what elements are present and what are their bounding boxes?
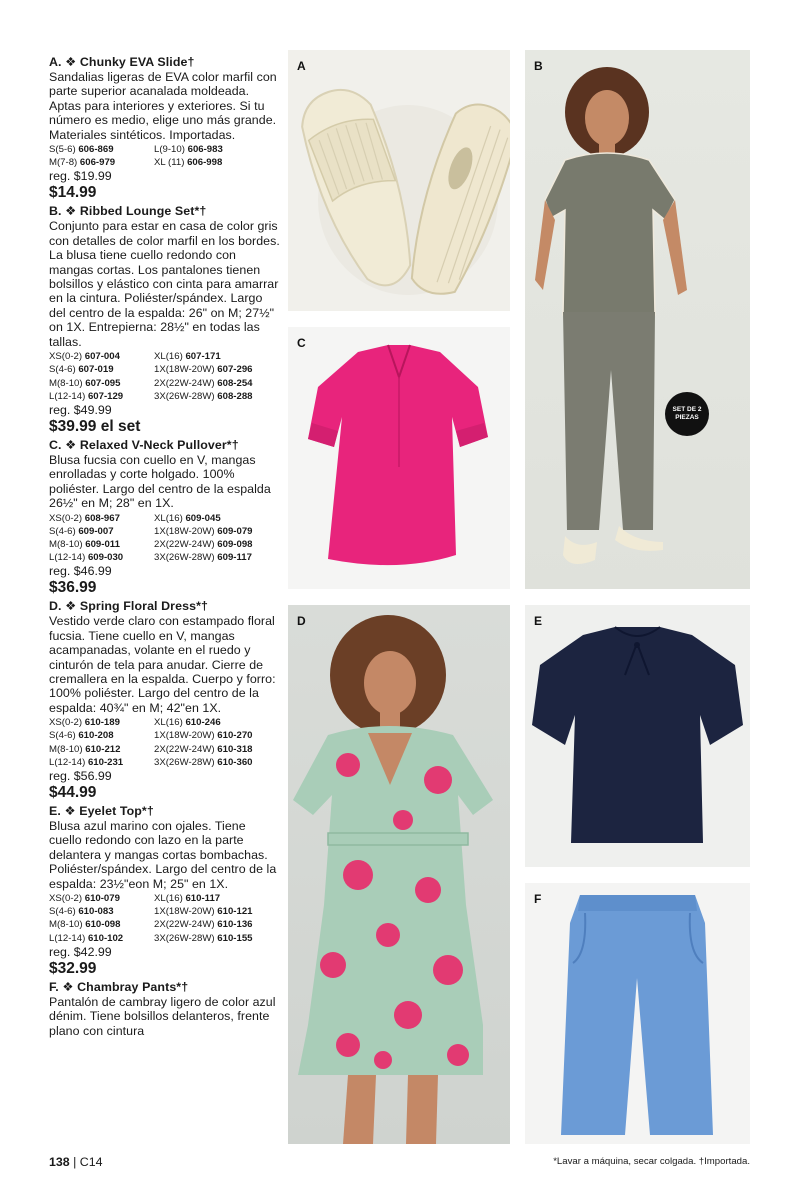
size-code — [154, 350, 281, 363]
panel-label-a: A — [297, 59, 306, 73]
item-code: 608-254 — [217, 377, 253, 389]
size-label: L(9-10) — [154, 144, 185, 156]
product-block — [49, 804, 281, 978]
size-label: 2X(22W-24W) — [154, 919, 215, 931]
panel-label-d: D — [297, 614, 306, 628]
item-code: 606-983 — [187, 144, 223, 156]
size-code — [49, 743, 154, 756]
product-image-f — [525, 883, 750, 1144]
panel-label-b: B — [534, 59, 543, 73]
size-label: 2X(22W-24W) — [154, 538, 215, 550]
item-code: 610-083 — [78, 906, 114, 918]
page-number — [49, 1155, 103, 1169]
product-title: A. ❖ Chunky EVA Slide† — [49, 55, 195, 69]
size-code — [154, 716, 281, 729]
regular-price: reg. $19.99 — [49, 169, 112, 184]
size-label: M(8-10) — [49, 743, 83, 755]
size-code — [49, 143, 154, 156]
size-label: M(8-10) — [49, 538, 83, 550]
care-footnote: *Lavar a máquina, secar colgada. †Importada. — [553, 1156, 750, 1167]
item-code: 607-095 — [85, 377, 121, 389]
badge-line-2: PIEZAS — [675, 414, 699, 421]
product-title: D. ❖ Spring Floral Dress*† — [49, 599, 208, 614]
sale-price: $44.99 — [49, 784, 97, 801]
item-code: 610-098 — [85, 919, 121, 931]
item-code: 607-296 — [217, 364, 253, 376]
product-image-d — [288, 605, 510, 1144]
size-label: L(12-14) — [49, 756, 86, 768]
product-title: F. ❖ Chambray Pants*† — [49, 979, 189, 994]
size-code — [49, 512, 154, 525]
item-code: 610-189 — [84, 717, 120, 729]
size-label: 1X(18W-20W) — [154, 730, 215, 742]
size-label: M(8-10) — [49, 377, 83, 389]
page-number-value: 138 — [49, 1155, 70, 1169]
size-code — [154, 512, 281, 525]
size-code — [49, 538, 154, 551]
sale-price: $36.99 — [49, 579, 97, 597]
size-code — [154, 363, 281, 376]
size-code — [154, 743, 281, 756]
size-code — [49, 156, 154, 169]
sale-price: $39.99 el set — [49, 417, 141, 435]
item-code: 607-019 — [78, 364, 114, 376]
size-label: 1X(18W-20W) — [154, 364, 215, 376]
fuchsia-top-illustration — [288, 327, 510, 589]
product-block — [49, 980, 281, 1038]
size-code — [154, 932, 281, 945]
size-code-grid — [49, 143, 281, 169]
size-label: L(12-14) — [49, 390, 86, 402]
size-code — [154, 892, 281, 905]
item-code: 609-030 — [87, 552, 124, 564]
set-badge — [665, 392, 709, 436]
item-code: 606-869 — [78, 144, 114, 156]
size-code — [154, 143, 281, 156]
size-label: 1X(18W-20W) — [154, 906, 215, 918]
product-title: E. ❖ Eyelet Top*† — [49, 804, 154, 818]
size-code — [49, 350, 154, 363]
sale-price: $32.99 — [49, 959, 97, 977]
item-code: 606-998 — [187, 157, 223, 169]
size-code-grid — [49, 350, 281, 403]
model-floral-dress-illustration — [288, 605, 510, 1144]
panel-label-e: E — [534, 614, 543, 628]
item-code: 609-007 — [78, 525, 114, 537]
item-code: 610-231 — [87, 756, 124, 768]
size-label: XL(16) — [154, 512, 183, 524]
item-code: 610-102 — [87, 932, 124, 944]
product-title: B. ❖ Ribbed Lounge Set*† — [49, 204, 207, 219]
size-label: M(7-8) — [49, 157, 78, 169]
item-code: 609-117 — [217, 552, 252, 564]
size-code — [49, 716, 154, 729]
size-code — [154, 156, 281, 169]
sale-price: $14.99 — [49, 184, 97, 202]
size-code — [49, 551, 154, 564]
size-code — [49, 729, 154, 742]
item-code: 608-967 — [84, 512, 120, 524]
size-code — [49, 905, 154, 918]
item-code: 606-979 — [79, 157, 116, 169]
product-title: C. ❖ Relaxed V-Neck Pullover*† — [49, 437, 239, 452]
item-code: 610-079 — [84, 893, 120, 905]
size-code — [49, 918, 154, 931]
item-code: 610-318 — [217, 743, 253, 755]
panel-label-c: C — [297, 336, 306, 350]
regular-price: reg. $46.99 — [49, 564, 112, 579]
item-code: 609-079 — [217, 525, 253, 537]
product-image-a — [288, 50, 510, 311]
size-code — [154, 377, 281, 390]
size-label: XS(0-2) — [49, 717, 83, 729]
size-label: XS(0-2) — [49, 512, 83, 524]
product-block — [49, 204, 281, 435]
size-label: 3X(26W-28W) — [154, 390, 215, 402]
item-code: 608-288 — [217, 390, 253, 402]
product-block — [49, 599, 281, 802]
regular-price: reg. $56.99 — [49, 769, 112, 783]
size-label: XS(0-2) — [49, 893, 83, 905]
navy-top-illustration — [525, 605, 750, 867]
item-code: 610-117 — [185, 893, 221, 905]
product-image-c — [288, 327, 510, 589]
regular-price: reg. $42.99 — [49, 944, 112, 959]
item-code: 610-208 — [78, 730, 114, 742]
size-label: XL(16) — [154, 717, 183, 729]
size-code — [49, 525, 154, 538]
item-code: 610-155 — [217, 932, 253, 944]
item-code: 610-136 — [217, 919, 253, 931]
item-code: 609-011 — [85, 538, 120, 550]
item-code: 607-004 — [84, 351, 120, 363]
size-code — [154, 729, 281, 742]
size-label: 3X(26W-28W) — [154, 756, 215, 768]
size-code — [154, 538, 281, 551]
size-label: 3X(26W-28W) — [154, 552, 215, 564]
item-code: 610-360 — [217, 756, 253, 768]
size-label: 2X(22W-24W) — [154, 743, 215, 755]
size-code-grid — [49, 716, 281, 769]
size-code — [49, 363, 154, 376]
size-code — [49, 377, 154, 390]
size-code — [49, 390, 154, 403]
product-block — [49, 55, 281, 202]
size-label: 1X(18W-20W) — [154, 525, 215, 537]
size-label: 3X(26W-28W) — [154, 932, 215, 944]
size-label: M(8-10) — [49, 919, 83, 931]
size-label: S(4-6) — [49, 364, 76, 376]
size-label: S(4-6) — [49, 730, 76, 742]
size-code — [154, 390, 281, 403]
size-label: XS(0-2) — [49, 351, 83, 363]
size-label: 2X(22W-24W) — [154, 377, 215, 389]
size-label: S(4-6) — [49, 906, 76, 918]
size-code — [49, 932, 154, 945]
item-code: 610-246 — [185, 717, 221, 729]
product-descriptions — [49, 55, 281, 1040]
size-code — [49, 892, 154, 905]
size-code-grid — [49, 512, 281, 565]
model-lounge-set-illustration — [525, 50, 750, 589]
regular-price: reg. $49.99 — [49, 402, 112, 417]
size-code — [49, 756, 154, 769]
catalog-code: C14 — [79, 1155, 103, 1169]
product-description: Sandalias ligeras de EVA color marfil con parte superior acanalada moldeada. Aptas para interiores y exteriores. Si tu número es medio, elige uno más grande. Materiales sintéticos. Importadas. — [49, 70, 277, 142]
size-label: XL(16) — [154, 351, 183, 363]
product-description: Blusa fucsia con cuello en V, mangas enrolladas y corte holgado. 100% poliéster. Largo del centro de la espalda 26½" en M; 28" en 1X. — [49, 452, 271, 511]
item-code: 609-045 — [185, 512, 221, 524]
badge-line-1: SET DE 2 — [672, 406, 702, 413]
product-image-e — [525, 605, 750, 867]
item-code: 607-129 — [87, 390, 124, 402]
page-separator: | — [69, 1155, 80, 1169]
size-label: XL (11) — [154, 157, 185, 169]
product-block — [49, 438, 281, 597]
size-label: L(12-14) — [49, 932, 86, 944]
item-code: 609-098 — [217, 538, 253, 550]
size-label: S(4-6) — [49, 525, 76, 537]
item-code: 610-212 — [85, 743, 121, 755]
panel-label-f: F — [534, 892, 542, 906]
size-label: L(12-14) — [49, 552, 86, 564]
size-code — [154, 756, 281, 769]
product-image-b — [525, 50, 750, 589]
size-label: S(5-6) — [49, 144, 76, 156]
size-label: XL(16) — [154, 893, 183, 905]
product-description: Pantalón de cambray ligero de color azul dénim. Tiene bolsillos delanteros, frente plano con cintura — [49, 994, 276, 1038]
item-code: 610-270 — [217, 730, 253, 742]
size-code-grid — [49, 892, 281, 945]
size-code — [154, 905, 281, 918]
size-code — [154, 918, 281, 931]
size-code — [154, 551, 281, 564]
product-description: Conjunto para estar en casa de color gris con detalles de color marfil en los bordes. La blusa tiene cuello redondo con mangas cortas. Los pantalones tienen bolsillos y elástico con cinta para amarrar en la cintura. Poliéster/spándex. Largo del centro de la espalda: 26" on M; 27½" on 1X. Entrepierna: 28½" en todas las tallas. — [49, 219, 280, 349]
item-code: 607-171 — [185, 351, 221, 363]
product-description: Vestido verde claro con estampado floral fucsia. Tiene cuello en V, mangas acampanadas, volante en el ruedo y cinturón de tela para anudar. Cierre de cremallera en la espalda. Cuerpo y forro: 100% poliéster. Largo del centro de la espalda: 40¾" en M; 42"en 1X. — [49, 614, 276, 715]
item-code: 610-121 — [217, 906, 253, 918]
product-description: Blusa azul marino con ojales. Tiene cuello redondo con lazo en la parte delantera y mangas cortas bombachas. Poliéster/spándex. Largo del centro de la espalda: 23½"eon M; 25" en 1X. — [49, 819, 277, 891]
slide-sandal-icon — [288, 50, 510, 311]
chambray-pants-illustration — [525, 883, 750, 1144]
size-code — [154, 525, 281, 538]
